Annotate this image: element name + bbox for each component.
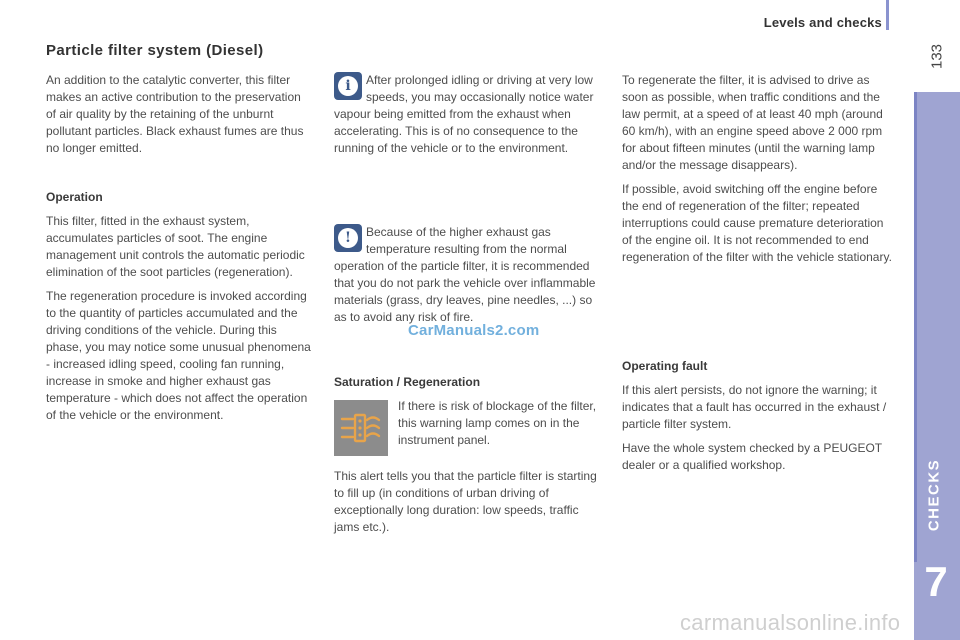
info-note-text: After prolonged idling or driving at very low speeds, you may occasionally notice water vapour being emitted from the exhaust when accelerating. This is of no consequence to the running of the vehicle or to the environment. bbox=[334, 73, 594, 155]
chapter-tab-edge bbox=[914, 92, 917, 562]
particle-filter-warning-lamp-icon bbox=[334, 400, 388, 456]
chapter-label: CHECKS bbox=[925, 458, 943, 532]
operating-fault-paragraph-2: Have the whole system checked by a PEUGEOT dealer or a qualified workshop. bbox=[622, 441, 882, 472]
section-title: Particle filter system (Diesel) bbox=[46, 42, 264, 59]
operating-fault-paragraph-1: If this alert persists, do not ignore the warning; it indicates that a fault has occurred in the exhaust / particle filter system. bbox=[622, 383, 887, 431]
intro-paragraph: An addition to the catalytic converter, this filter makes an active contribution to the preservation of air quality by the retaining of the unburnt pollutant particles. Black exhaust fumes are thus no longer emitted. bbox=[46, 73, 304, 155]
column-3 bbox=[622, 72, 894, 481]
column-1 bbox=[46, 72, 312, 431]
warning-icon: ! bbox=[334, 224, 362, 252]
operation-paragraph-2: The regeneration procedure is invoked according to the quantity of particles accumulated and the driving conditions of the vehicle. During this phase, you may notice some unusual phenomena - increased idling speed, cooling fan running, increase in smoke and higher exhaust gas temperature - which does not affect the operation of the vehicle or the environment. bbox=[46, 289, 311, 422]
watermark-carmanuals: CarManuals2.com bbox=[408, 322, 540, 339]
info-note bbox=[334, 72, 606, 172]
column-2 bbox=[334, 72, 606, 543]
regeneration-paragraph-2: If possible, avoid switching off the engine before the end of regeneration of the filter; repeated interruptions could cause premature deterioration of the engine oil. It is not recommended to end regeneration of the filter with the vehicle stationary. bbox=[622, 182, 892, 264]
operation-heading: Operation bbox=[46, 190, 103, 204]
saturation-paragraph-2: This alert tells you that the particle filter is starting to fill up (in conditions of urban driving of exceptionally long duration: low speeds, traffic jams etc.). bbox=[334, 469, 597, 534]
operating-fault-heading: Operating fault bbox=[622, 359, 708, 373]
saturation-heading: Saturation / Regeneration bbox=[334, 375, 481, 389]
page-header-title: Levels and checks bbox=[763, 15, 882, 30]
warning-lamp-block bbox=[334, 398, 606, 460]
regeneration-paragraph-1: To regenerate the filter, it is advised to drive as soon as possible, when traffic conditions and the law permit, at a speed of at least 40 mph (around 60 km/h), with an engine speed above 2 000 rpm for about fifteen minutes (until the warning lamp and/or the message disappears). bbox=[622, 73, 883, 172]
warning-note-text: Because of the higher exhaust gas temperature resulting from the normal operation of the particle filter, it is recommended that you do not park the vehicle over inflammable materials (grass, dry leaves, pine needles, ...) so as to avoid any risk of fire. bbox=[334, 225, 596, 324]
header-divider bbox=[886, 0, 889, 30]
page-number: 133 bbox=[928, 43, 946, 70]
watermark-footer: carmanualsonline.info bbox=[680, 610, 901, 635]
operation-paragraph-1: This filter, fitted in the exhaust system, accumulates particles of soot. The engine management unit controls the automatic periodic elimination of the soot particles (regeneration). bbox=[46, 214, 305, 279]
info-icon: i bbox=[334, 72, 362, 100]
chapter-number: 7 bbox=[924, 558, 948, 605]
saturation-paragraph-1: If there is risk of blockage of the filter, this warning lamp comes on in the instrument panel. bbox=[398, 399, 597, 447]
